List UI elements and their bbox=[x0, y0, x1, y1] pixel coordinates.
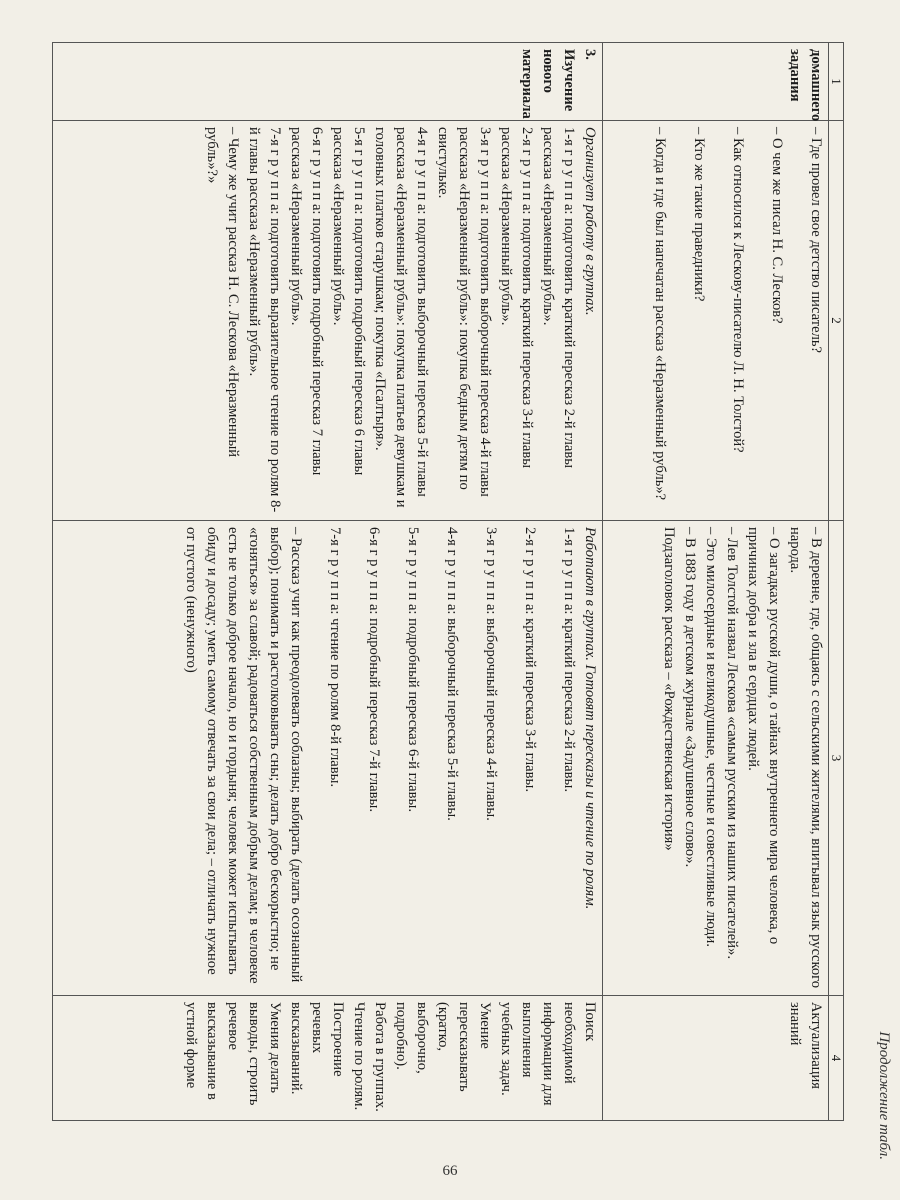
stage-cell: 3. Изучение нового материала bbox=[53, 43, 603, 121]
uud-item: Чтение по ролям. bbox=[351, 1002, 367, 1111]
students-cell bbox=[603, 521, 829, 996]
uud-cell: Актуализация знаний bbox=[603, 996, 829, 1121]
group-result: 5-я г р у п п а: подробный пересказ 6-й главы. bbox=[405, 527, 421, 812]
header-cell: 1 bbox=[829, 43, 844, 121]
student-answer: – О загадках русской души, о тайнах внутреннего мира человека, о причинах добра и зла в сердцах людей. bbox=[745, 527, 782, 945]
group-task: 6-я г р у п п а: подготовить подробный пересказ 7 главы рассказа «Неразменный рубль». bbox=[288, 127, 325, 476]
teacher-question: – Когда и где был напечатан рассказ «Неразменный рубль»? bbox=[652, 127, 668, 501]
teacher-question: – О чем же писал Н. С. Лесков? bbox=[769, 127, 785, 324]
student-answer: – Это милосердные и великодушные, честные и совестливые люди. bbox=[703, 527, 719, 947]
uud-item: Умения делать выводы, строить речевое высказывание в устной форме bbox=[183, 1002, 283, 1106]
stage-cell: домашнего задания bbox=[603, 43, 829, 121]
student-answer: Подзаголовок рассказа – «Рождественская история» bbox=[661, 527, 677, 851]
group-result: 1-я г р у п п а: краткий пересказ 2-й главы. bbox=[561, 527, 577, 792]
uud-item: Умение пересказывать (кратко, выборочно, подробно). bbox=[393, 1002, 493, 1092]
group-task: 3-я г р у п п а: подготовить выборочный пересказ 4-й главы рассказа «Неразменный рубль»: покупка бедным детям по свистульке. bbox=[435, 127, 493, 497]
uud-item: Поиск необходимой информации для выполнения учебных задач. bbox=[498, 1002, 598, 1106]
group-task: 1-я г р у п п а: подготовить краткий пересказ 2-й главы рассказа «Неразменный рубль». bbox=[540, 127, 577, 469]
teacher-cell bbox=[53, 121, 603, 521]
teacher-question: – Где провел свое детство писатель? bbox=[808, 127, 824, 354]
header-row bbox=[829, 43, 844, 1121]
header-cell: 4 bbox=[829, 996, 844, 1121]
group-result: 7-я г р у п п а: чтение по ролям 8-й главы. bbox=[327, 527, 343, 788]
teacher-question: – Кто же такие праведники? bbox=[691, 127, 707, 302]
student-answer: – Лев Толстой назвал Лескова «самым русским из наших писателей». bbox=[724, 527, 740, 959]
teacher-question: – Как относился к Лескову-писателю Л. Н. Толстой? bbox=[730, 127, 746, 453]
table-row-homework bbox=[603, 43, 829, 1121]
uud-cell bbox=[53, 996, 603, 1121]
students-intro: Работают в группах. Готовят пересказы и чтение по ролям. bbox=[582, 527, 598, 910]
header-cell: 3 bbox=[829, 521, 844, 996]
uud-item: Работа в группах. bbox=[372, 1002, 388, 1112]
lesson-table bbox=[52, 42, 844, 1121]
student-answer: – Рассказ учит как преодолевать соблазны; выбирать (делать осознанный выбор); понимать и растолковывать сны; делать добро бескорыстно; не «гоняться» за славой; радоваться собственным добрым делам; в человеке есть не только доброе начало, но и гордыня; человек может испытывать обиду и досаду; уметь самому отвечать за свои дела; – отличать нужное от пустого (ненужного) bbox=[183, 527, 304, 984]
teacher-intro: Организует работу в группах. bbox=[582, 127, 598, 316]
group-result: 2-я г р у п п а: краткий пересказ 3-й главы. bbox=[522, 527, 538, 792]
group-result: 3-я г р у п п а: выборочный пересказ 4-й главы. bbox=[483, 527, 499, 821]
group-task: 2-я г р у п п а: подготовить краткий пересказ 3-й главы рассказа «Неразменный рубль». bbox=[498, 127, 535, 469]
uud-item: Построение речевых высказываний. bbox=[288, 1002, 346, 1095]
table-row-new-material bbox=[53, 43, 603, 1121]
group-task: 5-я г р у п п а: подготовить подробный пересказ 6 главы рассказа «Неразменный рубль». bbox=[330, 127, 367, 476]
continuation-label: Продолжение табл. bbox=[876, 1031, 892, 1160]
group-task: 7-я г р у п п а: подготовить выразительное чтение по ролям 8-й главы рассказа «Неразменный рубль». bbox=[246, 127, 283, 513]
students-cell bbox=[53, 521, 603, 996]
header-cell: 2 bbox=[829, 121, 844, 521]
teacher-cell bbox=[603, 121, 829, 521]
teacher-question: – Чему же учит рассказ Н. С. Лескова «Неразменный рубль»?» bbox=[204, 127, 241, 458]
group-task: 4-я г р у п п а: подготовить выборочный пересказ 5-й главы рассказа «Неразменный рубль»: покупка платьев девушкам и головных платков старушкам; покупка «Псалтыря». bbox=[372, 127, 430, 508]
group-result: 6-я г р у п п а: подробный пересказ 7-й главы. bbox=[366, 527, 382, 812]
student-answer: – В деревне, где, общаясь с сельскими жителями, впитывал язык русского народа. bbox=[787, 527, 824, 989]
group-result: 4-я г р у п п а: выборочный пересказ 5-й главы. bbox=[444, 527, 460, 821]
page-number: 66 bbox=[442, 1163, 458, 1179]
student-answer: – В 1883 году в детском журнале «Задушевное слово». bbox=[682, 527, 698, 868]
